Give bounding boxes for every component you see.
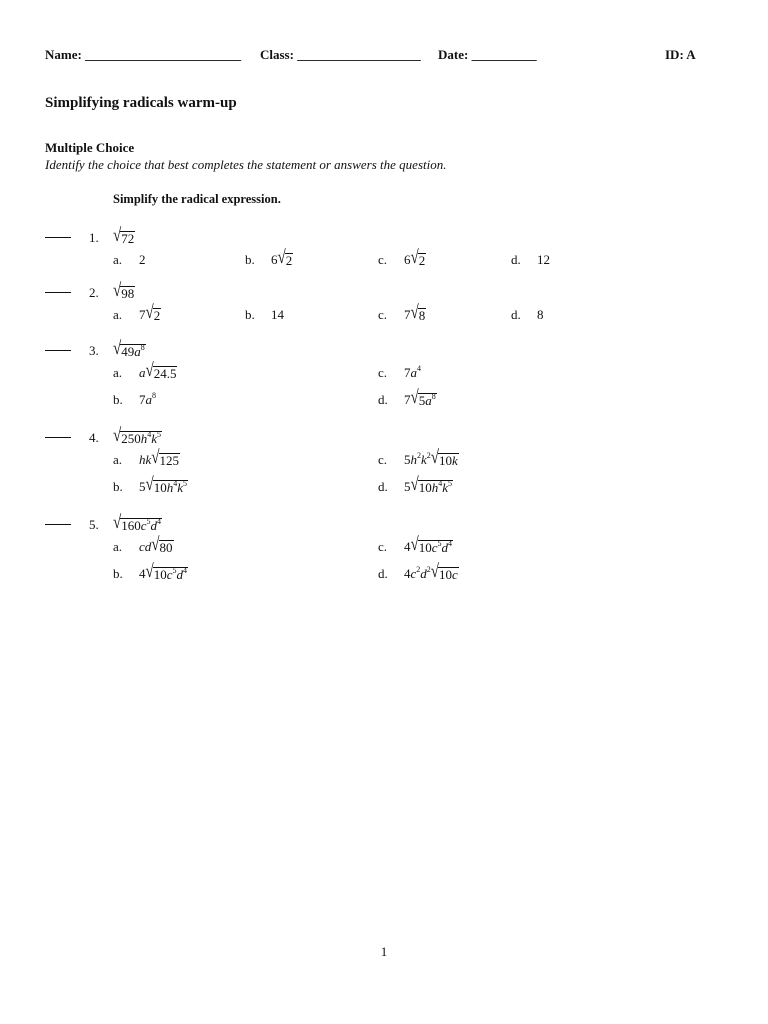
option-c: c. 4 √ $10c^5d^4$	[378, 535, 453, 555]
question-expression: √ $160c^5d^4$	[113, 513, 162, 533]
answer-blank[interactable]	[45, 524, 71, 525]
option-a: a. 7 √ 2	[113, 303, 161, 323]
question-expression: √ 72	[113, 226, 135, 246]
answer-blank[interactable]	[45, 237, 71, 238]
option-b: b. 4 √ $10c^5d^4$	[113, 562, 188, 582]
date-field: Date: __________	[438, 47, 537, 62]
option-d: d. 5 √ $10h^4k^5$	[378, 475, 453, 495]
option-c: c. $7a^4$	[378, 364, 421, 380]
option-b: b. 6 √ 2	[245, 248, 293, 268]
id-field: ID: A	[665, 47, 696, 62]
option-a: a. 2	[113, 252, 146, 267]
answer-blank[interactable]	[45, 437, 71, 438]
question-directive: Simplify the radical expression.	[113, 192, 281, 206]
question-number: 2.	[89, 285, 99, 300]
question-expression: √ 98	[113, 281, 135, 301]
option-c: c. 6 √ 2	[378, 248, 426, 268]
question-number: 4.	[89, 430, 99, 445]
section-heading: Multiple Choice	[45, 140, 135, 155]
class-field: Class: ___________________	[260, 47, 421, 62]
page-title: Simplifying radicals warm-up	[45, 95, 237, 111]
name-field: Name: ________________________	[45, 47, 242, 62]
option-d: d. 7 √ $5a^8$	[378, 388, 436, 408]
question-number: 3.	[89, 343, 99, 358]
question-number: 5.	[89, 517, 99, 532]
question-expression: √ $49a^8$	[113, 339, 145, 359]
option-d: d. 12	[511, 252, 550, 267]
option-d: d. 8	[511, 307, 544, 322]
option-b: b. $7a^8$	[113, 391, 156, 407]
option-b: b. 14	[245, 307, 284, 322]
answer-blank[interactable]	[45, 292, 71, 293]
option-c: c. 7 √ 8	[378, 303, 426, 323]
page-number: 1	[380, 944, 388, 959]
option-b: b. 5 √ $10h^4k^5$	[113, 475, 188, 495]
option-c: c. $5h^2k^2$ √ 10k	[378, 448, 458, 468]
header	[45, 47, 705, 67]
question-number: 1.	[89, 230, 99, 245]
option-a: a. a √ 24.5	[113, 361, 177, 381]
option-d: d. $4c^2d^2$ √ 10c	[378, 562, 458, 582]
option-a: a. hk √ 125	[113, 448, 180, 468]
answer-blank[interactable]	[45, 350, 71, 351]
option-a: a. cd √ 80	[113, 535, 173, 555]
question-expression: √ $250h^4k^5$	[113, 426, 162, 446]
section-instructions: Identify the choice that best completes the statement or answers the question.	[45, 157, 447, 172]
